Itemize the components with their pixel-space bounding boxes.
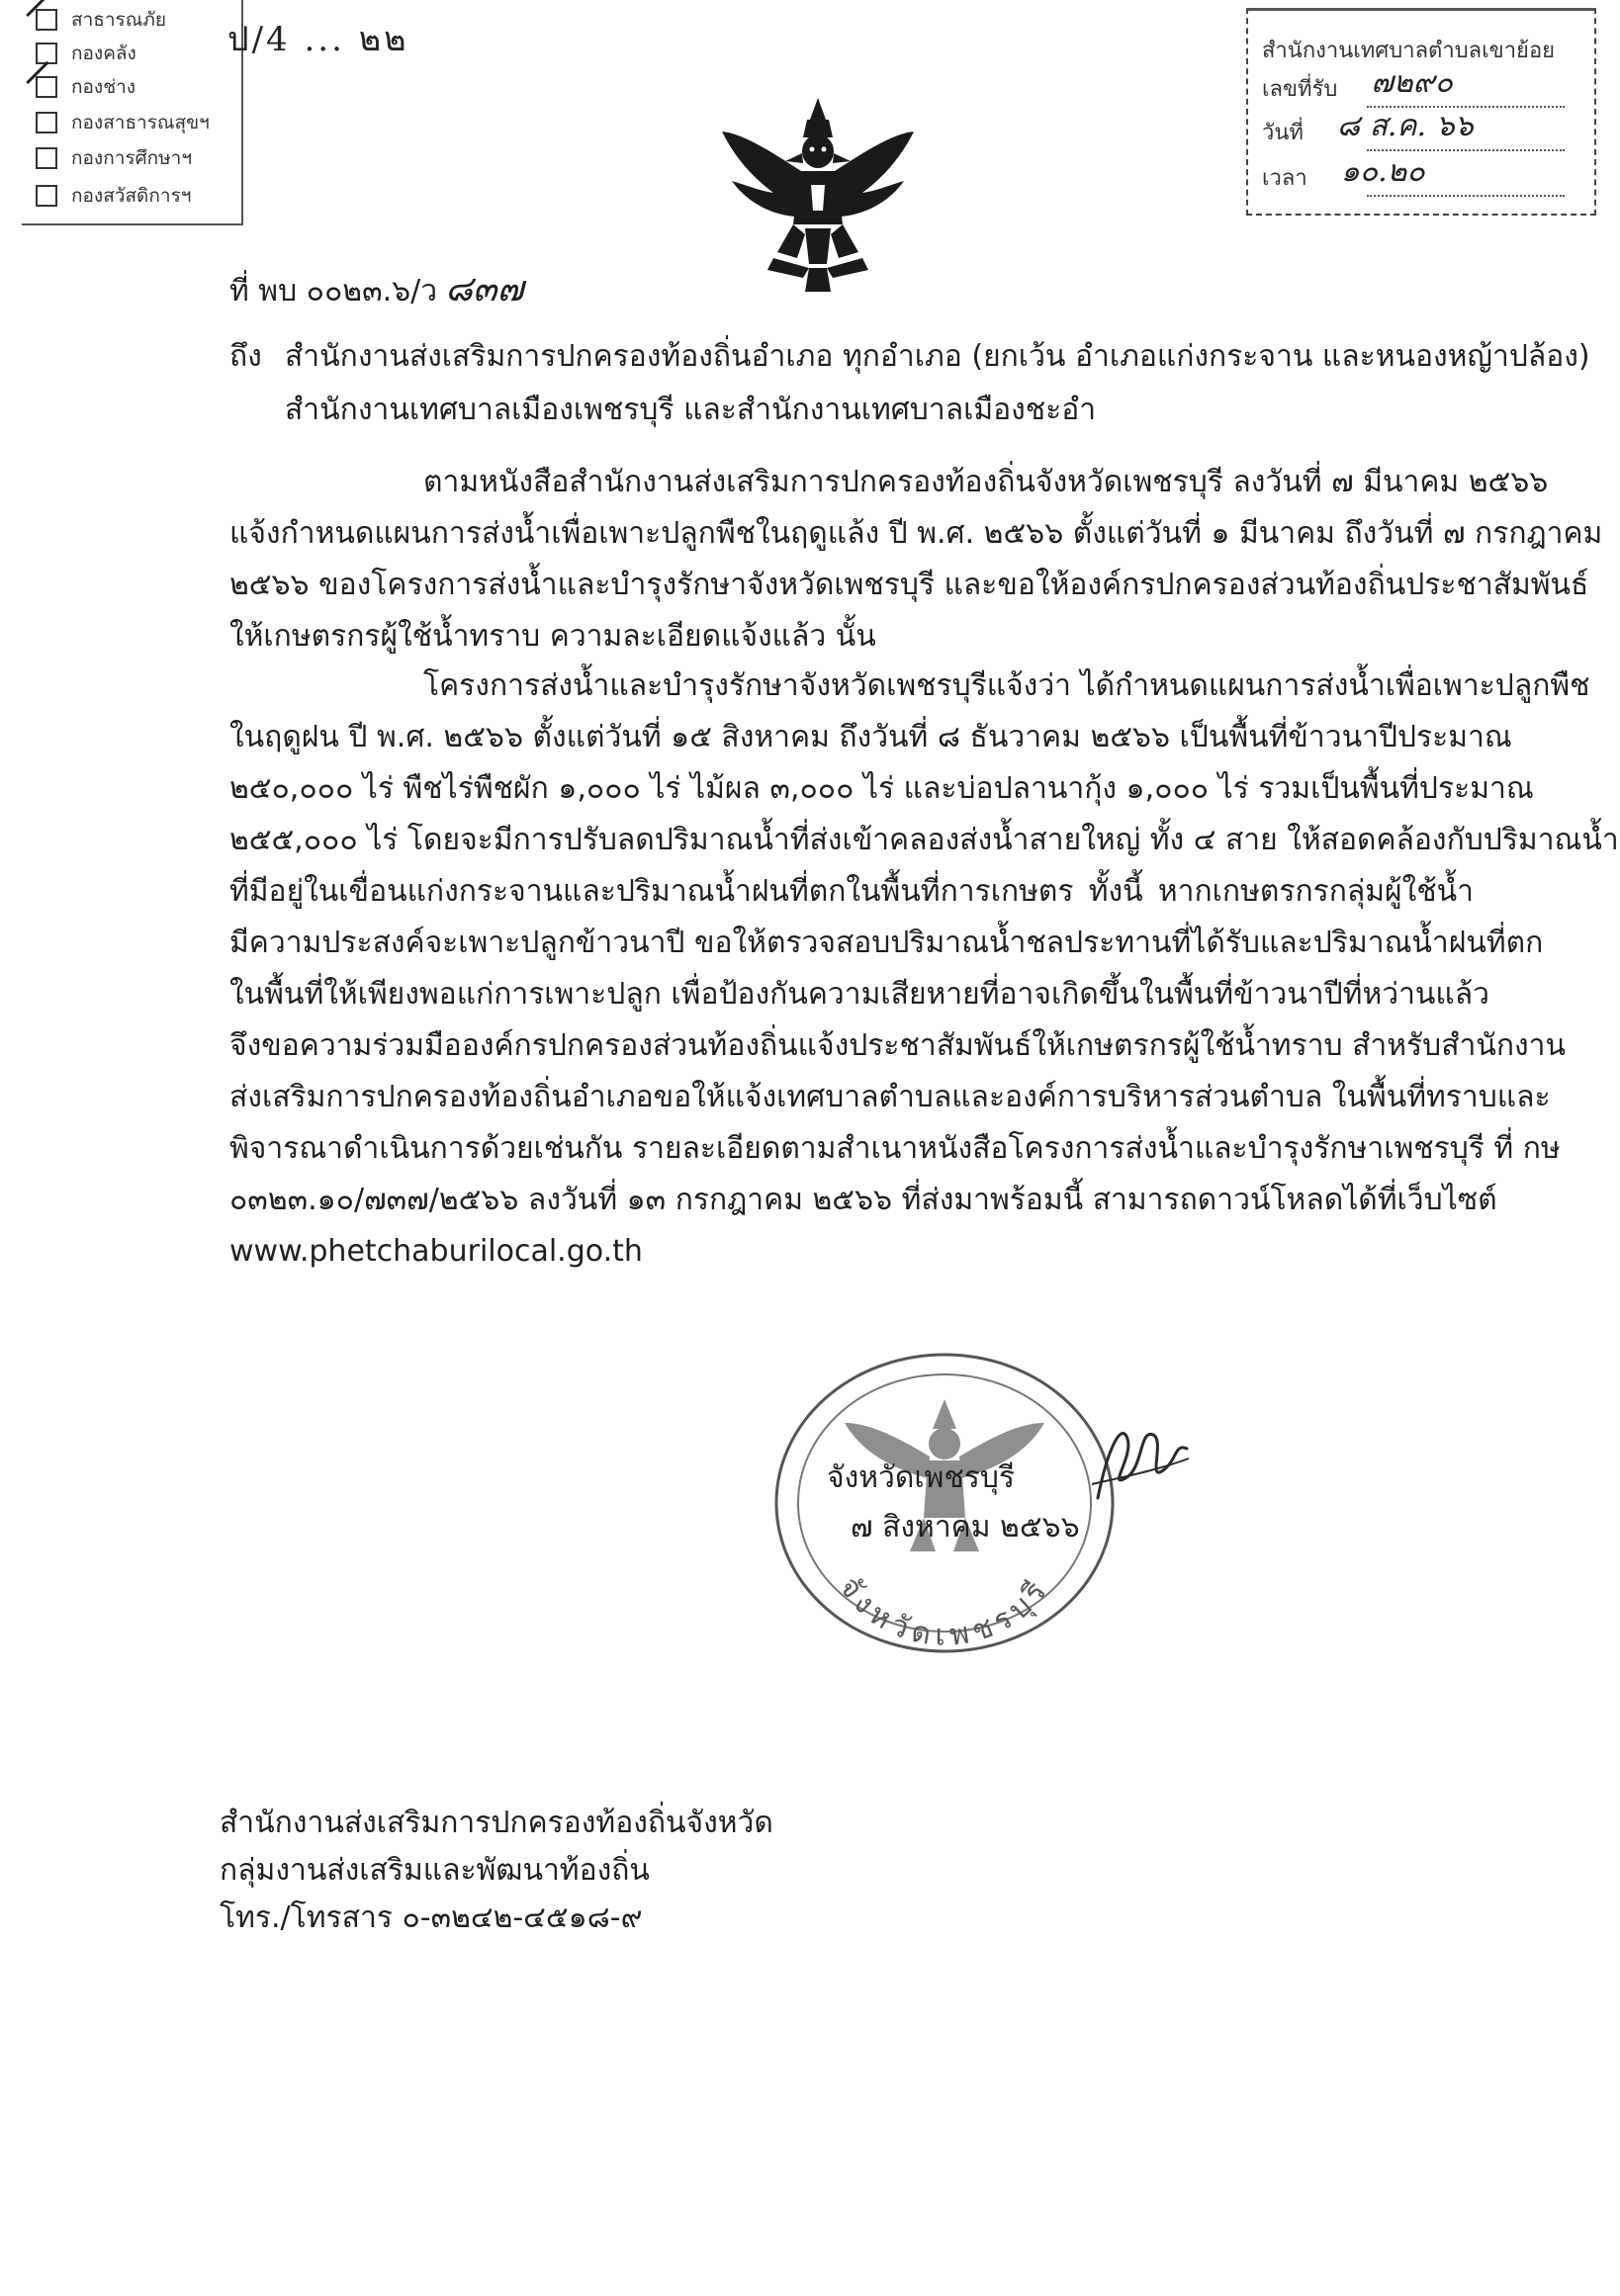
routing-item: กองคลัง — [36, 38, 136, 69]
routing-item: กองสวัสดิการฯ — [36, 180, 191, 212]
svg-text:จังหวัดเพชรบุรี — [832, 1570, 1057, 1652]
paragraph-line: ในฤดูฝน ปี พ.ศ. ๒๕๖๖ ตั้งแต่วันที่ ๑๕ สิงหาคม ถึงวันที่ ๘ ธันวาคม ๒๕๖๖ เป็นพื้นที่ข้าวนาปีประมาณ — [229, 720, 1512, 754]
receive-time-line — [1367, 195, 1565, 197]
footer-division: กลุ่มงานส่งเสริมและพัฒนาท้องถิ่น — [220, 1853, 650, 1888]
receive-stamp-office: สำนักงานเทศบาลตำบลเขาย้อย — [1262, 39, 1556, 63]
sign-date: ๗ สิงหาคม ๒๕๖๖ — [851, 1510, 1080, 1545]
routing-checklist — [22, 0, 243, 225]
paragraph-line: ที่มีอยู่ในเขื่อนแก่งกระจานและปริมาณน้ำฝนที่ตกในพื้นที่การเกษตร ทั้งนี้ หากเกษตรกรกลุ่มผู้ใช้น้ำ — [229, 874, 1474, 909]
addressee-line-2: สำนักงานเทศบาลเมืองเพชรบุรี และสำนักงานเทศบาลเมืองชะอำ — [285, 393, 1097, 427]
checkbox-icon — [36, 112, 57, 133]
footer-phone: โทร./โทรสาร ๐-๓๒๔๒-๔๕๑๘-๙ — [220, 1900, 643, 1935]
paragraph-line: ๐๓๒๓.๑๐/๗๓๗/๒๕๖๖ ลงวันที่ ๑๓ กรกฎาคม ๒๕๖๖ ที่ส่งมาพร้อมนี้ สามารถดาวน์โหลดได้ที่เว็บไซต์ — [229, 1183, 1497, 1217]
receive-date: ๘ ส.ค. ๖๖ — [1336, 109, 1474, 143]
routing-item: กองการศึกษาฯ — [36, 142, 192, 174]
checkbox-checked-icon — [36, 76, 57, 98]
paragraph-line: โครงการส่งน้ำและบำรุงรักษาจังหวัดเพชรบุรีแจ้งว่า ได้กำหนดแผนการส่งน้ำเพื่อเพาะปลูกพืช — [423, 668, 1590, 703]
checkbox-checked-icon — [36, 9, 57, 31]
receive-stamp — [1246, 8, 1596, 216]
paragraph-line: แจ้งกำหนดแผนการส่งน้ำเพื่อเพาะปลูกพืชในฤดูแล้ง ปี พ.ศ. ๒๕๖๖ ตั้งแต่วันที่ ๑ มีนาคม ถึงวันที่ ๗ กรกฎาคม — [229, 516, 1603, 551]
paragraph-line: ในพื้นที่ให้เพียงพอแก่การเพาะปลูก เพื่อป้องกันความเสียหายที่อาจเกิดขึ้นในพื้นที่ข้าวนาปีที่หว่านแล้ว — [229, 977, 1489, 1012]
addressee-line-1: สำนักงานส่งเสริมการปกครองท้องถิ่นอำเภอ ทุกอำเภอ (ยกเว้น อำเภอแก่งกระจาน และหนองหญ้าปล้อง) — [285, 339, 1590, 374]
reference-number-handwritten: ๘๓๗ — [445, 269, 524, 309]
paragraph-line: ๒๕๐,๐๐๐ ไร่ พืชไร่พืชผัก ๑,๐๐๐ ไร่ ไม้ผล ๓,๐๐๐ ไร่ และบ่อปลานากุ้ง ๑,๐๐๐ ไร่ รวมเป็นพื้นที่ประมาณ — [229, 771, 1534, 806]
checkbox-icon — [36, 147, 57, 169]
paragraph-line: ๒๕๖๖ ของโครงการส่งน้ำและบำรุงรักษาจังหวัดเพชรบุรี และขอให้องค์กรปกครองส่วนท้องถิ่นประชาสัมพันธ์ — [229, 568, 1589, 602]
paragraph-1 — [229, 457, 1603, 662]
receive-date-row: วันที่ ๘ ส.ค. ๖๖ — [1262, 116, 1474, 149]
routing-item: กองสาธารณสุขฯ — [36, 107, 210, 138]
paragraph-line: จึงขอความร่วมมือองค์กรปกครองส่วนท้องถิ่นแจ้งประชาสัมพันธ์ให้เกษตรกรผู้ใช้น้ำทราบ สำหรับสำนักงาน — [229, 1028, 1567, 1063]
signer-block — [791, 1454, 1177, 1552]
receive-number: ๗๒๙๐ — [1371, 65, 1453, 100]
paragraph-line: ส่งเสริมการปกครองท้องถิ่นอำเภอขอให้แจ้งเทศบาลตำบลและองค์การบริหารส่วนตำบล ในพื้นที่ทราบและ — [229, 1080, 1551, 1114]
addressee-label: ถึง — [229, 339, 262, 374]
receive-time-row: เวลา ๑๐.๒๐ — [1262, 161, 1425, 195]
checkbox-icon — [36, 185, 57, 207]
signer-name: จังหวัดเพชรบุรี — [827, 1460, 1015, 1495]
paragraph-line: ให้เกษตรกรผู้ใช้น้ำทราบ ความละเอียดแจ้งแล้ว นั้น — [229, 619, 876, 654]
routing-item: สาธารณภัย — [36, 4, 166, 36]
website-link: www.phetchaburilocal.go.th — [229, 1234, 643, 1269]
handwritten-note: ป/4 ... ๒๒ — [227, 20, 409, 59]
footer-contact — [220, 1800, 773, 1942]
paragraph-2 — [229, 661, 1619, 1278]
paragraph-line: พิจารณาดำเนินการด้วยเช่นกัน รายละเอียดตามสำเนาหนังสือโครงการส่งน้ำและบำรุงรักษาเพชรบุรี ที่ กษ — [229, 1131, 1561, 1166]
garuda-emblem-icon — [714, 94, 922, 297]
footer-office: สำนักงานส่งเสริมการปกครองท้องถิ่นจังหวัด — [220, 1806, 773, 1840]
paragraph-line: มีความประสงค์จะเพาะปลูกข้าวนาปี ขอให้ตรวจสอบปริมาณน้ำชลประทานที่ได้รับและปริมาณน้ำฝนที่ตก — [229, 926, 1544, 960]
reference-number: ที่ พบ ๐๐๒๓.๖/ว ๘๓๗ — [229, 269, 524, 309]
paragraph-line: ๒๕๕,๐๐๐ ไร่ โดยจะมีการปรับลดปริมาณน้ำที่ส่งเข้าคลองส่งน้ำสายใหญ่ ทั้ง ๔ สาย ให้สอดคล้องกับปริมาณน้ำ — [229, 823, 1619, 857]
routing-item: กองช่าง — [36, 71, 135, 103]
receive-time: ๑๐.๒๐ — [1340, 154, 1425, 189]
receive-number-row: เลขที่รับ ๗๒๙๐ — [1262, 72, 1453, 106]
paragraph-line: ตามหนังสือสำนักงานส่งเสริมการปกครองท้องถิ่นจังหวัดเพชรบุรี ลงวันที่ ๗ มีนาคม ๒๕๖๖ — [423, 465, 1549, 499]
seal-text: จังหวัดเพชรบุรี — [832, 1570, 1057, 1653]
